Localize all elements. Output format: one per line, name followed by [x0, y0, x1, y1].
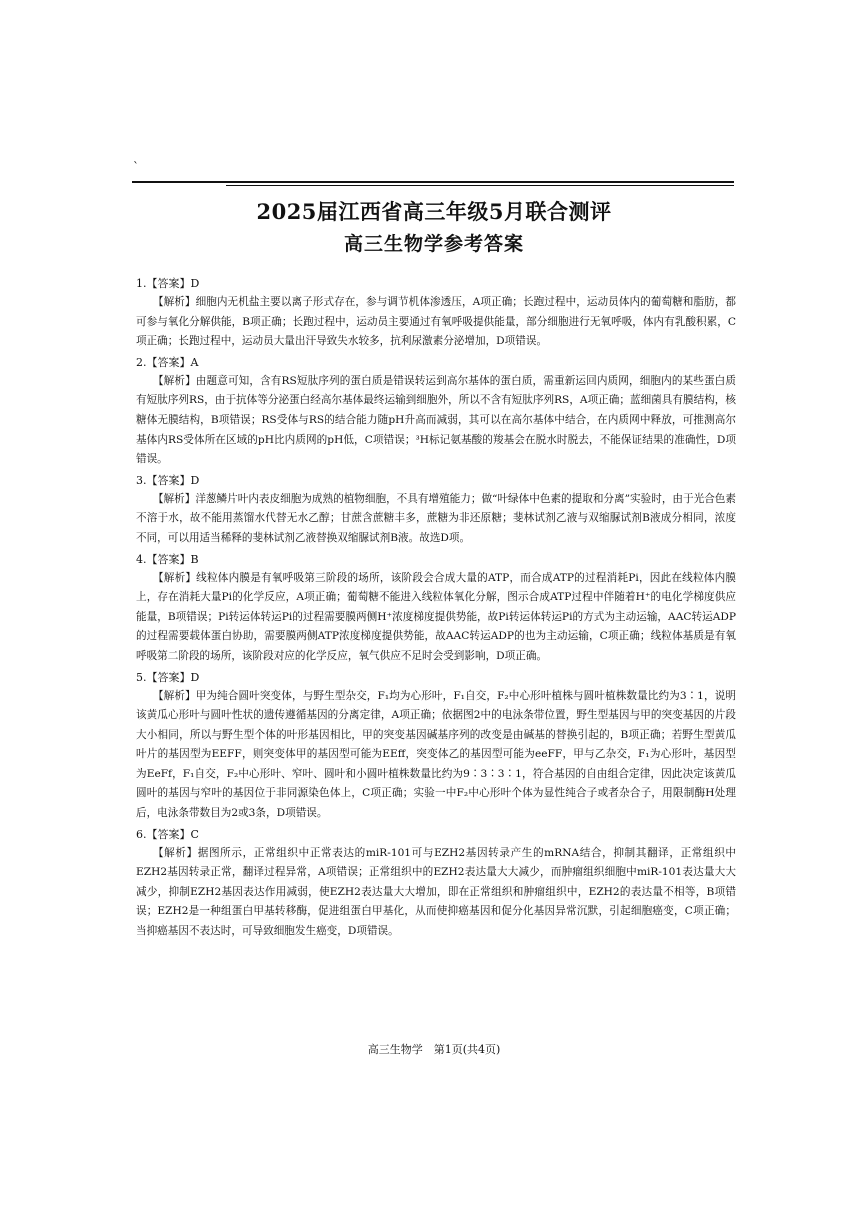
question-6-explanation: 【解析】据图所示，正常组织中正常表达的miR-101可与EZH2基因转录产生的mRNA结合，抑制其翻译，正常组织中EZH2基因转录正常，翻译过程异常，A项错误；正常组织中的EZH2表达量大大减少，而肿瘤组织细胞中miR-101表达量大大减少，抑制EZH2基因表达作用减弱，使EZH2表达量大大增加，即在正常组织和肿瘤组织中，EZH2的表达量不相等，B项错误；EZH2是一种组蛋白甲基转移酶，促进组蛋白甲基化，从而使抑癌基因和促分化基因异常沉默，引起细胞癌变，C项正确；当抑癌基因不表达时，可导致细胞发生癌变，D项错误。 — [136, 846, 736, 938]
header-rule-thin — [226, 185, 734, 186]
question-4-explanation: 【解析】线粒体内膜是有氧呼吸第三阶段的场所，该阶段会合成大量的ATP，而合成ATP的过程消耗Pi，因此在线粒体内膜上，存在消耗大量Pi的化学反应，A项正确；葡萄糖不能进入线粒体氧化分解，图示合成ATP过程中伴随着H⁺的电化学梯度供应能量，B项错误；Pi转运体转运Pi的过程需要膜两侧H⁺浓度梯度提供势能，故Pi转运体转运Pi的方式为主动运输，AAC转运ADP的过程需要载体蛋白协助，需要膜两侧ATP浓度梯度提供势能，故AAC转运ADP的也为主动运输，C项正确；线粒体基质是有氧呼吸第二阶段的场所，该阶段对应的化学反应，氧气供应不足时会受到影响，D项正确。 — [136, 571, 736, 662]
question-5 — [136, 668, 736, 824]
question-4 — [136, 550, 736, 667]
question-5-explanation: 【解析】甲为纯合圆叶突变体，与野生型杂交，F₁均为心形叶，F₁自交，F₂中心形叶植株与圆叶植株数量比约为3∶1，说明该黄瓜心形叶与圆叶性状的遗传遵循基因的分离定律，A项正确；依据图2中的电泳条带位置，野生型基因与甲的突变基因的片段大小相同，所以与野生型个体的叶形基因相比，甲的突变基因碱基序列的改变是由碱基的替换引起的，B项正确；若野生型黄瓜叶片的基因型为EEFF，则突变体甲的基因型可能为EEff，突变体乙的基因型可能为eeFF，甲与乙杂交，F₁为心形叶，基因型为EeFf，F₁自交，F₂中心形叶、窄叶、圆叶和小圆叶植株数量比约为9∶3∶3∶1，符合基因的自由组合定律，因此决定该黄瓜圆叶的基因与窄叶的基因位于非同源染色体上，C项正确；实验一中F₂中心形叶个体为显性纯合子或者杂合子，用限制酶H处理后，电泳条带数目为2或3条，D项错误。 — [136, 689, 736, 820]
question-3-explanation: 【解析】洋葱鳞片叶内表皮细胞为成熟的植物细胞，不具有增殖能力；做“叶绿体中色素的提取和分离”实验时，由于光合色素不溶于水，故不能用蒸馏水代替无水乙醇；甘蔗含蔗糖丰多，蔗糖为非还原糖；斐林试剂乙液与双缩脲试剂B液成分相同，浓度不同，可以用适当稀释的斐林试剂乙液替换双缩脲试剂B液。故选D项。 — [136, 492, 736, 544]
question-3-answer: 3.【答案】D — [136, 473, 200, 487]
question-5-answer: 5.【答案】D — [136, 670, 200, 684]
answer-list — [136, 274, 736, 943]
document-title: 2025届江西省高三年级5月联合测评 — [256, 199, 612, 224]
question-2 — [136, 353, 736, 470]
page-footer: 高三生物学 第1页(共4页) — [367, 1043, 501, 1056]
question-1 — [136, 274, 736, 352]
question-1-explanation: 【解析】细胞内无机盐主要以离子形式存在，参与调节机体渗透压，A项正确；长跑过程中，运动员体内的葡萄糖和脂肪，都可参与氧化分解供能，B项正确；长跑过程中，运动员主要通过有氧呼吸提供能量，部分细胞进行无氧呼吸，体内有乳酸积累，C项正确；长跑过程中，运动员大量出汗导致失水较多，抗利尿激素分泌增加，D项错误。 — [136, 296, 736, 348]
question-4-answer: 4.【答案】B — [136, 552, 199, 566]
header-rule-thick — [132, 181, 734, 183]
document-subtitle: 高三生物学参考答案 — [343, 233, 524, 255]
question-2-answer: 2.【答案】A — [136, 355, 199, 369]
question-3 — [136, 471, 736, 549]
question-6-answer: 6.【答案】C — [136, 827, 199, 841]
question-2-explanation: 【解析】由题意可知，含有RS短肽序列的蛋白质是错误转运到高尔基体的蛋白质，需重新运回内质网，细胞内的某些蛋白质有短肽序列RS，由于抗体等分泌蛋白经高尔基体最终运输到细胞外，所以不含有短肽序列RS，A项正确；蓝细菌具有膜结构，核糖体无膜结构，B项错误；RS受体与RS的结合能力随pH升高而减弱，其可以在高尔基体中结合，在内质网中释放，可推测高尔基体内RS受体所在区域的pH比内质网的pH低，C项错误；³H标记氨基酸的羧基会在脱水时脱去，不能保证结果的准确性，D项错误。 — [136, 374, 736, 466]
question-1-answer: 1.【答案】D — [136, 277, 200, 290]
corner-mark: ` — [133, 160, 139, 174]
question-6 — [136, 825, 736, 942]
